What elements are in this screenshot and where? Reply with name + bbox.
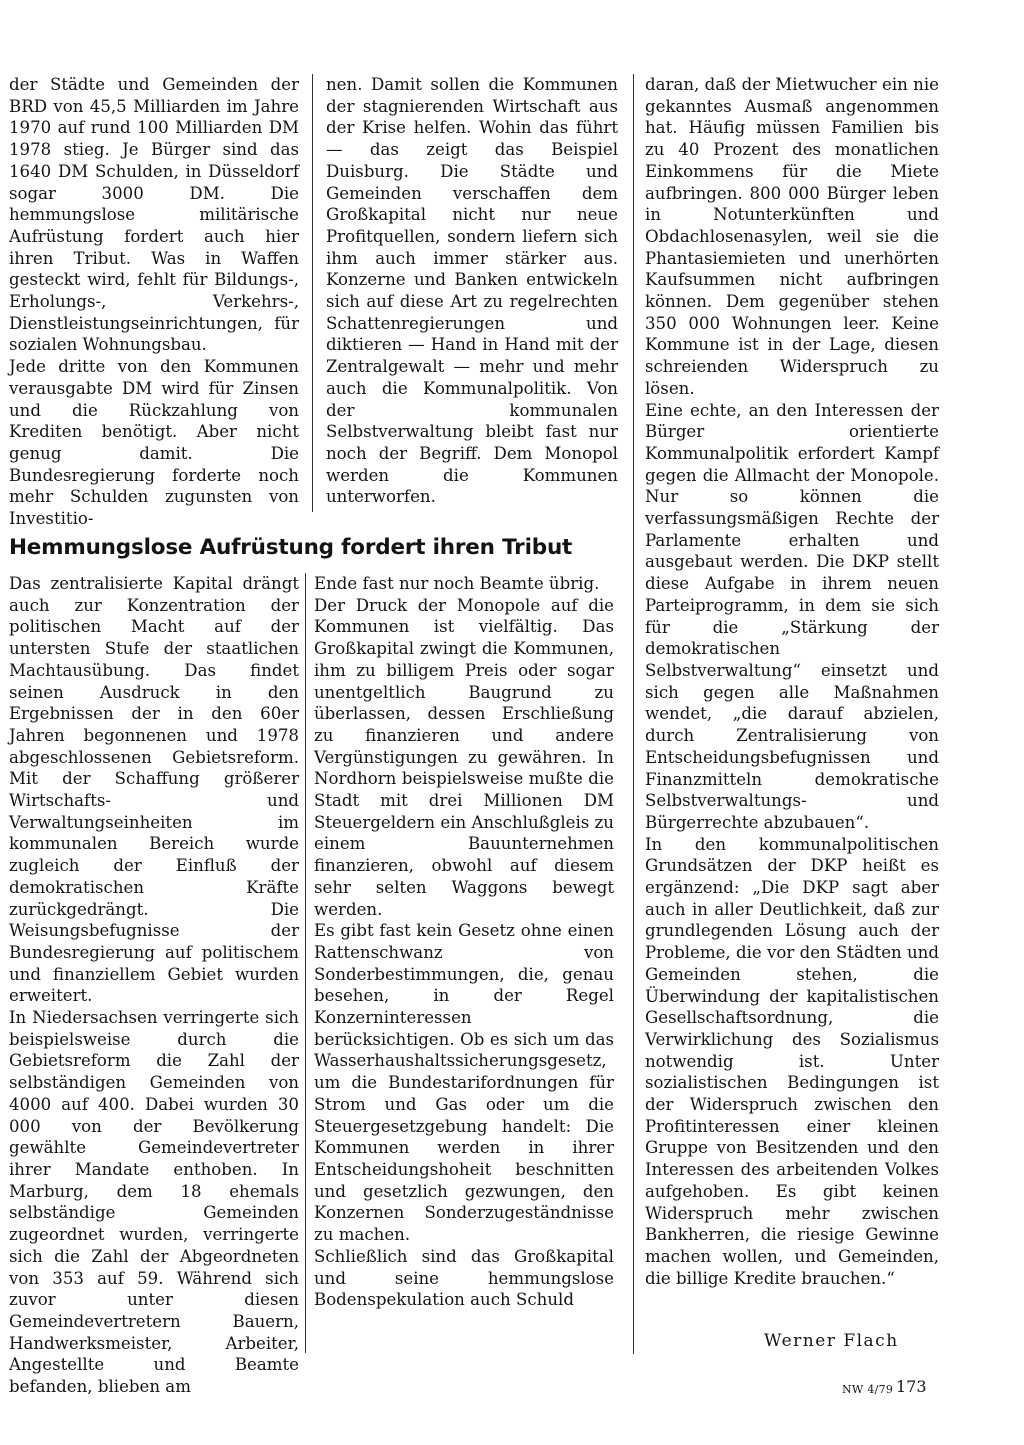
paragraph: Eine echte, an den Interessen der Bürger orientierte Kommunalpolitik erfordert Kampf gegen die Allmacht der Monopole. Nur so können die verfassungsmäßigen Rechte der Parlamente erhalten und ausgebaut werden. Die DKP stellt diese Aufgabe in ihrem neuen Parteiprogramm, in dem sie sich für die „Stärkung der demokratischen Selbstverwaltung“ einsetzt und sich gegen alle Maßnahmen wendet, „die darauf abzielen, durch Zentralisierung von Entscheidungsbefugnissen und Finanzmitteln demokratische Selbstverwaltungs- und Bürgerrechte abzubauen“. [645, 400, 939, 832]
column-divider [633, 74, 634, 664]
article-column-3 [645, 74, 939, 1289]
article-column-2 [326, 74, 618, 508]
paragraph: der Städte und Gemeinden der BRD von 45,5 Milliarden im Jahre 1970 auf rund 100 Milliarden DM 1978 stieg. Je Bürger sind das 1640 DM Schulden, in Düsseldorf sogar 3000 DM. Die hemmungslose militärische Aufrüstung fordert auch hier ihren Tribut. Was in Waffen gesteckt wird, fehlt für Bildungs-, Erholungs-, Verkehrs-, Dienstleistungseinrichtungen, für sozialen Wohnungsbau. [9, 75, 299, 355]
paragraph: Das zentralisierte Kapital drängt auch zur Konzentration der politischen Macht auf der untersten Stufe der staatlichen Machtausübung. Das findet seinen Ausdruck in den Ergebnissen der in den 60er Jahren begonnenen und 1978 abgeschlossenen Gebietsreform. Mit der Schaffung größerer Wirtschafts- und Verwaltungseinheiten im kommunalen Bereich wurde zugleich der Einfluß der demokratischen Kräfte zurückgedrängt. Die Weisungsbefugnisse der Bundesregierung auf politischem und finanziellem Gebiet wurden erweitert. [9, 574, 299, 1006]
paragraph: Jede dritte von den Kommunen verausgabte DM wird für Zinsen und die Rückzahlung von Krediten benötigt. Aber nicht genug damit. Die Bundesregierung forderte noch mehr Schulden zugunsten von Investitio- [9, 357, 299, 529]
paragraph: In Niedersachsen verringerte sich beispielsweise durch die Gebietsreform die Zahl der selbständigen Gemeinden von 4000 auf 400. Dabei wurden 30 000 von der Bevölkerung gewählte Gemeindevertreter ihrer Mandate enthoben. In Marburg, dem 18 ehemals selbständige Gemeinden zugeordnet wurden, verringerte sich die Zahl der Abgeordneten von 353 auf 59. Während sich zuvor unter diesen Gemeindevertretern Bauern, Handwerksmeister, Arbeiter, Angestellte und Beamte befanden, blieben am [9, 1008, 299, 1397]
article-column-1 [9, 74, 299, 530]
article-column-5 [314, 573, 614, 1311]
paragraph: daran, daß der Mietwucher ein nie gekanntes Ausmaß angenommen hat. Häufig müssen Familien bis zu 40 Prozent des monatlichen Einkommens für die Miete aufbringen. 800 000 Bürger leben in Notunterkünften und Obdachlosenasylen, weil sie die Phantasiemieten und unerhörten Kaufsummen nicht aufbringen können. Dem gegenüber stehen 350 000 Wohnungen leer. Keine Kommune ist in der Lage, diesen schreienden Widerspruch zu lösen. [645, 75, 939, 398]
section-heading: Hemmungslose Aufrüstung fordert ihren Tribut [9, 535, 573, 560]
paragraph: Es gibt fast kein Gesetz ohne einen Rattenschwanz von Sonderbestimmungen, die, genau besehen, in der Regel Konzerninteressen berücksichtigen. Ob es sich um das Wasserhaushaltssicherungsgesetz, um die Bundestarifordnungen für Strom und Gas oder um die Steuergesetzgebung handelt: Die Kommunen werden in ihrer Entscheidungshoheit beschnitten und gesetzlich gezwungen, den Konzernen Sonderzugeständnisse zu machen. [314, 921, 614, 1245]
paragraph: In den kommunalpolitischen Grundsätzen der DKP heißt es ergänzend: „Die DKP sagt aber auch in aller Deutlichkeit, daß zur grundlegenden Lösung auch der Probleme, die vor den Städten und Gemeinden stehen, die Überwindung der kapitalistischen Gesellschaftsordnung, die Verwirklichung des Sozialismus notwendig ist. Unter sozialistischen Bedingungen ist der Widerspruch zwischen den Profitinteressen einer kleinen Gruppe von Besitzenden und den Interessen des arbeitenden Volkes aufgehoben. Es gibt keinen Widerspruch mehr zwischen Bankherren, die riesige Gewinne machen wollen, und Gemeinden, die billige Kredite brauchen.“ [645, 834, 939, 1288]
paragraph: Schließlich sind das Großkapital und seine hemmungslose Bodenspekulation auch Schuld [314, 1246, 614, 1310]
paragraph: nen. Damit sollen die Kommunen der stagnierenden Wirtschaft aus der Krise helfen. Wohin das führt — das zeigt das Beispiel Duisburg. Die Städte und Gemeinden verschaffen dem Großkapital nicht nur neue Profitquellen, sondern liefern sich ihm auch immer stärker aus. Konzerne und Banken entwickeln sich auf diese Art zu regelrechten Schattenregierungen und diktieren — Hand in Hand mit der Zentralgewalt — mehr und mehr auch die Kommunalpolitik. Von der kommunalen Selbstverwaltung bleibt fast nur noch der Begriff. Dem Monopol werden die Kommunen unterworfen. [326, 75, 618, 507]
column-divider [633, 664, 634, 1354]
page-number: 173 [896, 1377, 927, 1396]
paragraph: Ende fast nur noch Beamte übrig. [314, 574, 600, 593]
article-column-4 [9, 573, 299, 1398]
journal-issue: NW 4/79 [842, 1383, 894, 1396]
author-signature: Werner Flach [764, 1331, 899, 1351]
paragraph: Der Druck der Monopole auf die Kommunen ist vielfältig. Das Großkapital zwingt die Kommunen, ihm zu billigem Preis oder sogar unentgeltlich Baugrund zu überlassen, dessen Erschließung zu finanzieren und andere Vergünstigungen zu gewähren. In Nordhorn beispielsweise mußte die Stadt mit drei Millionen DM Steuergeldern ein Anschlußgleis zu einem Bauunternehmen finanzieren, obwohl auf diesem sehr selten Waggons bewegt werden. [314, 595, 614, 919]
column-divider [312, 74, 313, 512]
column-divider [305, 573, 306, 1353]
